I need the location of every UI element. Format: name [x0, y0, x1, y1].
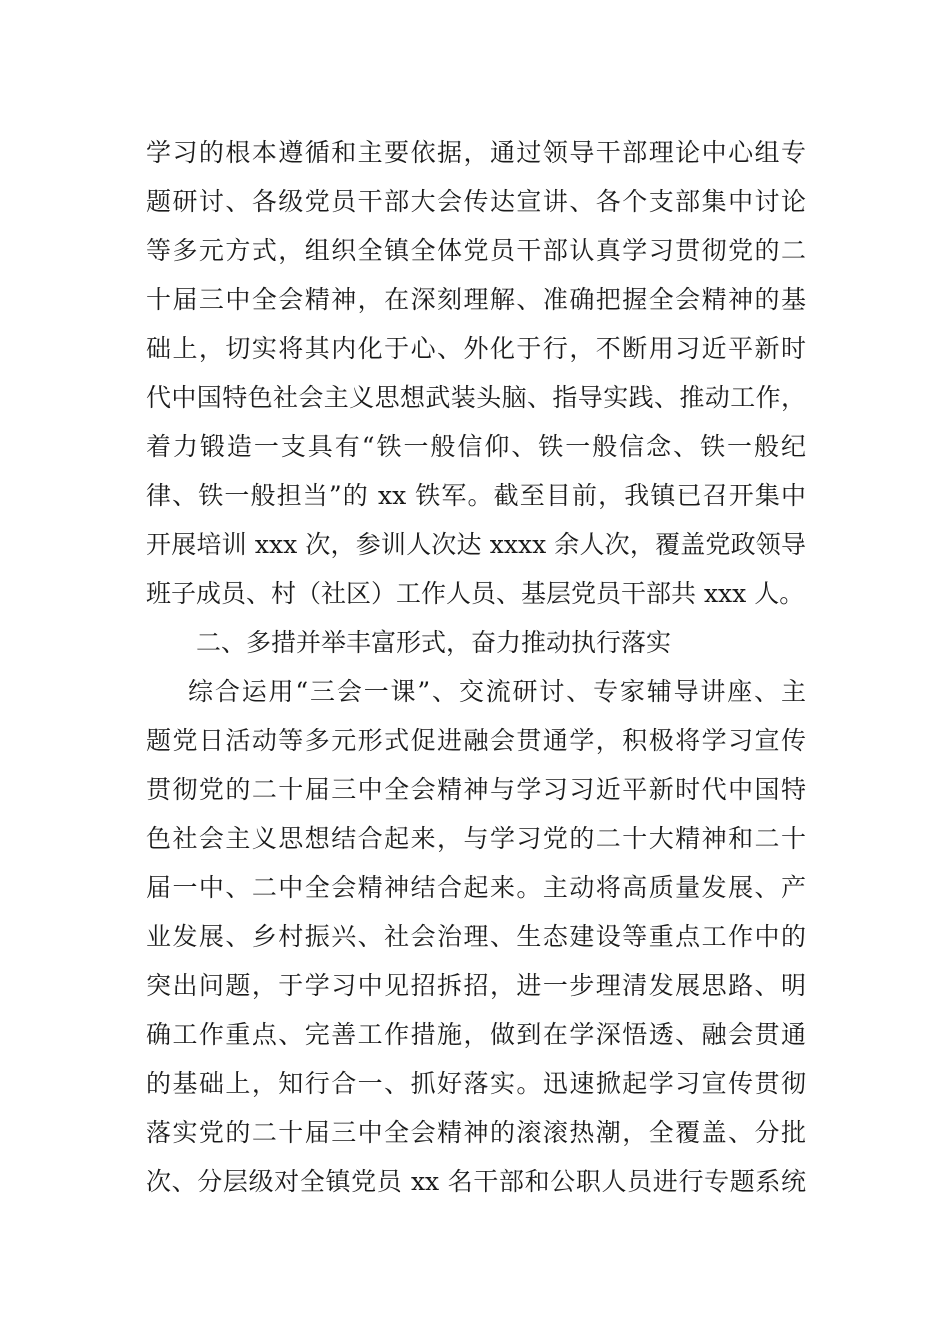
paragraph-line: 落实党的二十届三中全会精神的滚滚热潮，全覆盖、分批 [146, 1118, 806, 1147]
paragraph-line: 等多元方式，组织全镇全体党员干部认真学习贯彻党的二 [146, 236, 806, 265]
paragraph-line: 代中国特色社会主义思想武装头脑、指导实践、推动工作， [146, 383, 806, 412]
paragraph-line: 开展培训 xxx 次，参训人次达 xxxx 余人次，覆盖党政领导 [146, 530, 806, 559]
section-heading: 二、多措并举丰富形式，奋力推动执行落实 [196, 628, 672, 657]
document-body [146, 128, 806, 1206]
paragraph-line: 着力锻造一支具有“铁一般信仰、铁一般信念、铁一般纪 [146, 432, 806, 461]
paragraph-line: 题研讨、各级党员干部大会传达宣讲、各个支部集中讨论 [146, 187, 806, 216]
paragraph-line: 的基础上，知行合一、抓好落实。迅速掀起学习宣传贯彻 [146, 1069, 806, 1098]
paragraph-line: 确工作重点、完善工作措施，做到在学深悟透、融会贯通 [146, 1020, 806, 1049]
paragraph-line: 贯彻党的二十届三中全会精神与学习习近平新时代中国特 [146, 775, 806, 804]
paragraph-line: 业发展、乡村振兴、社会治理、生态建设等重点工作中的 [146, 922, 806, 951]
paragraph-line: 综合运用“三会一课”、交流研讨、专家辅导讲座、主 [188, 677, 806, 706]
paragraph-line: 十届三中全会精神，在深刻理解、准确把握全会精神的基 [146, 285, 806, 314]
paragraph-line: 题党日活动等多元形式促进融会贯通学，积极将学习宣传 [146, 726, 806, 755]
paragraph-line: 律、铁一般担当”的 xx 铁军。截至目前，我镇已召开集中 [146, 481, 806, 510]
paragraph-line: 次、分层级对全镇党员 xx 名干部和公职人员进行专题系统 [146, 1167, 806, 1196]
paragraph-line: 学习的根本遵循和主要依据，通过领导干部理论中心组专 [146, 138, 806, 167]
paragraph-line: 突出问题，于学习中见招拆招，进一步理清发展思路、明 [146, 971, 806, 1000]
paragraph-line: 届一中、二中全会精神结合起来。主动将高质量发展、产 [146, 873, 806, 902]
paragraph-line: 班子成员、村（社区）工作人员、基层党员干部共 xxx 人。 [146, 579, 805, 608]
paragraph-line: 色社会主义思想结合起来，与学习党的二十大精神和二十 [146, 824, 806, 853]
paragraph-line: 础上，切实将其内化于心、外化于行，不断用习近平新时 [146, 334, 806, 363]
